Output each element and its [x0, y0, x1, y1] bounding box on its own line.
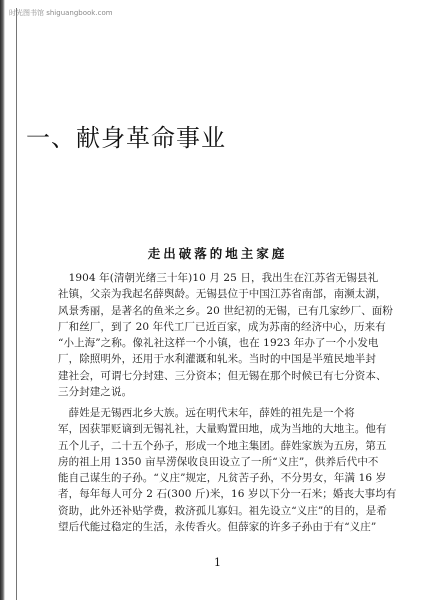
text-line: 能自己谋生的子孙。“义庄”规定，凡贫苦子孙，不分男女，年满 16 岁: [58, 472, 387, 484]
chapter-title: 一、献身革命事业: [26, 124, 226, 152]
text-line: 建社会，可谓七分封建、三分资本；但无锡在那个时候已有七分资本、: [58, 369, 387, 382]
text-line: 房的祖上用 1350 亩旱涝保收良田设立了一所“义庄”，供养后代中不: [58, 455, 379, 468]
text-line: 1904 年(清朝光绪三十年)10 月 25 日，我出生在江苏省无锡县礼: [58, 272, 379, 284]
margin-rule: [16, 8, 17, 600]
text-line: 军，因获罪贬谪到无锡礼社，大量购置田地，成为当地的大地主。他有: [58, 423, 387, 436]
paragraph-2: [58, 405, 397, 535]
text-line: “小上海”之称。像礼社这样一个小镇，也在 1923 年办了一个小发电: [58, 337, 379, 349]
section-title: 走出破落的地主家庭: [147, 246, 288, 261]
text-line: 资助，此外还补贴学费，救济孤儿寡妇。祖先设立“义庄”的目的，是希: [58, 504, 387, 517]
page-binding-edge: [0, 0, 5, 600]
text-line: 薛姓是无锡西北乡大族。远在明代末年，薛姓的祖先是一个将: [58, 407, 355, 419]
watermark: 时光图书馆 shiguangbook.com: [9, 9, 113, 17]
text-line: 望后代能过稳定的生活，永传香火。但薛家的许多子孙由于有“义庄”: [58, 520, 377, 533]
text-line: 厂和丝厂，到了 20 年代工厂已近百家，成为苏南的经济中心，历来有: [58, 320, 386, 333]
text-line: 厂，除照明外，还用于水利灌溉和轧米。当时的中国是半殖民地半封: [58, 353, 376, 366]
text-line: 五个儿子，二十五个孙子，形成一个地主集团。薛姓家族为五房，第五: [58, 439, 387, 452]
text-line: 风景秀丽，是著名的鱼米之乡。20 世纪初的无锡，已有几家纱厂、面粉: [58, 304, 393, 317]
page-number: 1: [214, 556, 221, 569]
text-line: 社镇，父亲为我起名薛舆龄。无锡县位于中国江苏省南部，南濒太湖，: [58, 288, 387, 301]
paragraph-1: [58, 270, 393, 400]
body-text: [58, 270, 397, 535]
text-line: 者，每年每人可分 2 石(300 斤)米，16 岁以下分一石米；婚丧大事均有: [58, 488, 397, 501]
text-line: 三分封建之说。: [58, 385, 133, 398]
